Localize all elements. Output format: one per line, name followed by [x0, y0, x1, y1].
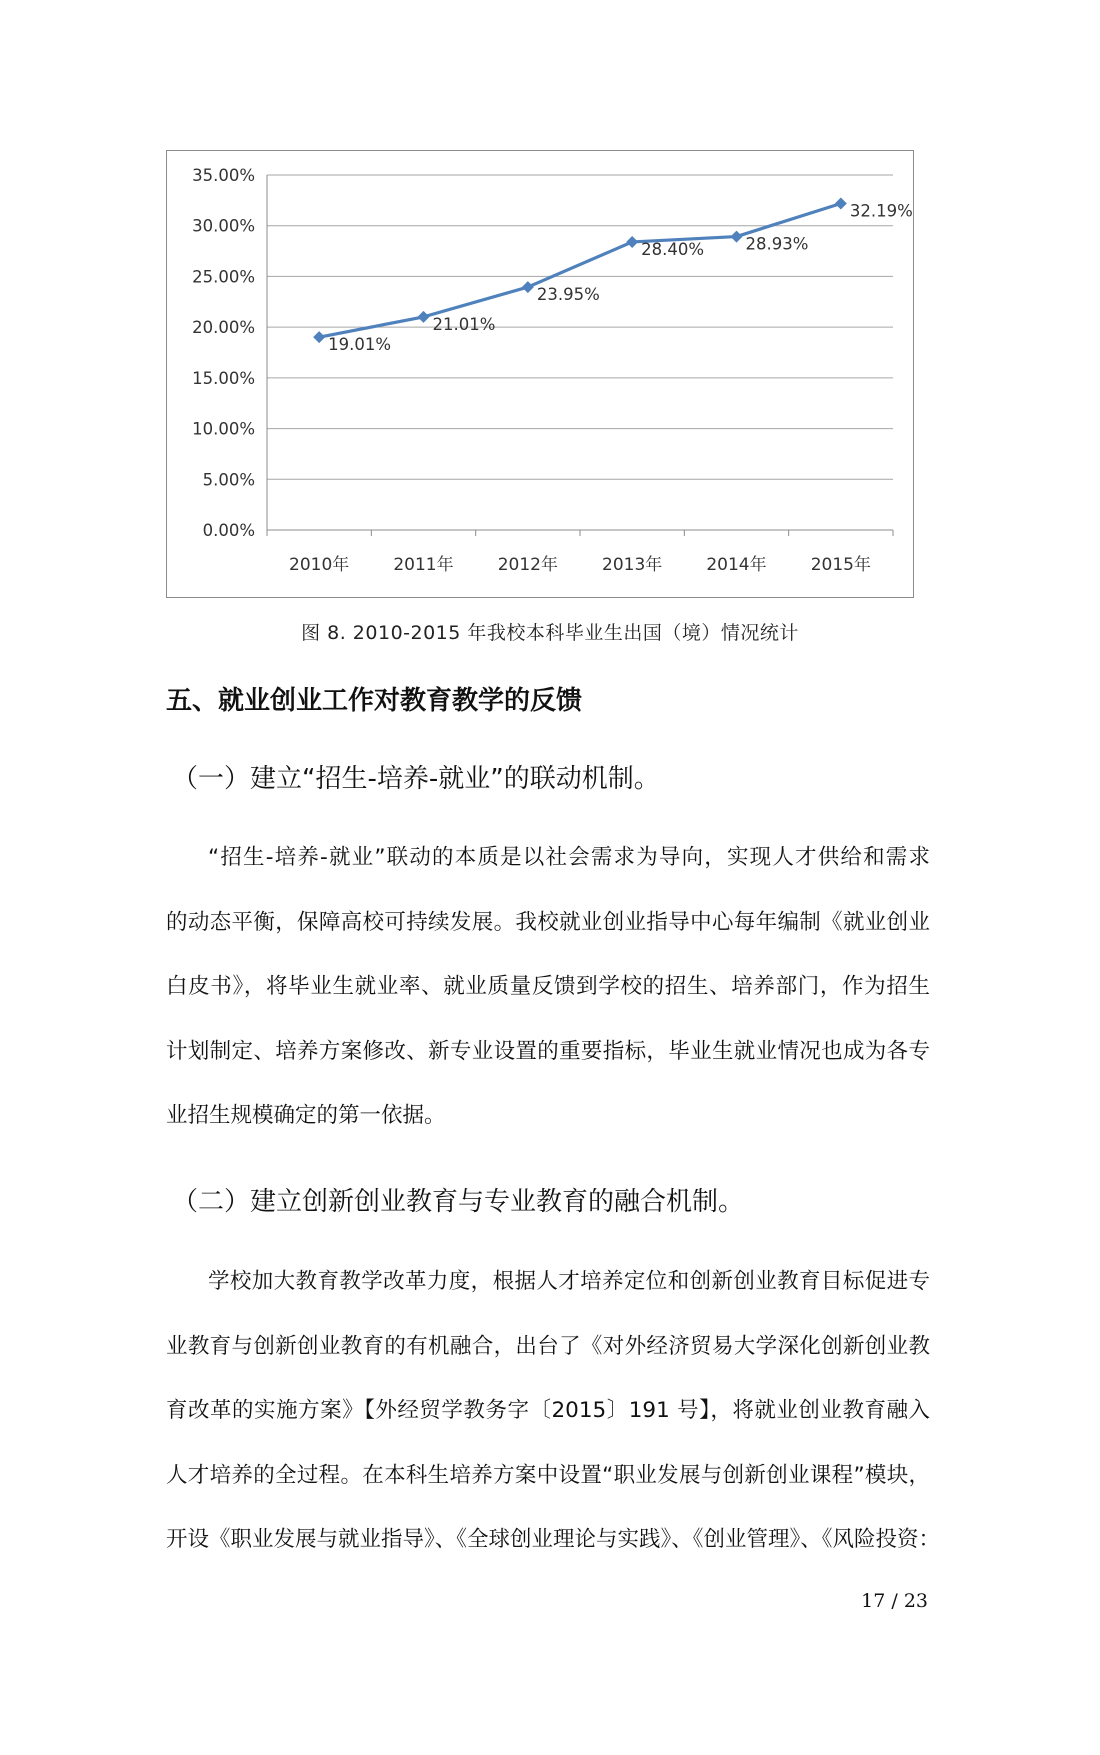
data-label: 19.01% — [328, 335, 392, 355]
paragraph-line: 业教育与创新创业教育的有机融合，出台了《对外经济贸易大学深化创新创业教 — [166, 1333, 930, 1359]
data-point-marker — [731, 231, 743, 243]
y-tick-label: 25.00% — [192, 267, 255, 287]
data-label: 32.19% — [849, 201, 913, 221]
subsection-title-1: （一）建立“招生-培养-就业”的联动机制。 — [172, 764, 660, 794]
paragraph-line: 计划制定、培养方案修改、新专业设置的重要指标，毕业生就业情况也成为各专 — [166, 1038, 930, 1064]
data-point-marker — [418, 311, 430, 323]
y-tick-label: 20.00% — [192, 318, 255, 338]
x-tick-label: 2010年 — [289, 555, 350, 575]
y-tick-label: 15.00% — [192, 368, 255, 388]
x-tick-label: 2012年 — [497, 555, 558, 575]
y-tick-label: 30.00% — [192, 216, 255, 236]
page-number: 17 / 23 — [861, 1590, 928, 1612]
figure-caption: 图 8. 2010-2015 年我校本科毕业生出国（境）情况统计 — [301, 622, 799, 644]
y-tick-label: 35.00% — [192, 166, 255, 185]
data-label: 28.93% — [745, 234, 809, 254]
data-point-marker — [626, 236, 638, 248]
data-point-marker — [835, 198, 847, 210]
y-tick-label: 0.00% — [202, 521, 255, 540]
x-tick-label: 2013年 — [602, 555, 663, 575]
data-point-marker — [522, 281, 534, 293]
data-point-marker — [313, 331, 325, 343]
data-label: 28.40% — [641, 239, 705, 259]
subsection-title-2: （二）建立创新创业教育与专业教育的融合机制。 — [172, 1187, 745, 1217]
series-line — [319, 204, 841, 338]
data-label: 23.95% — [536, 285, 600, 305]
chart-svg — [167, 151, 915, 599]
paragraph-line: 业招生规模确定的第一依据。 — [166, 1103, 446, 1128]
paragraph-line: 育改革的实施方案》【外经贸学教务字〔2015〕191 号】，将就业创业教育融入 — [166, 1398, 930, 1423]
y-tick-label: 5.00% — [202, 470, 255, 490]
x-tick-label: 2011年 — [393, 555, 454, 575]
y-tick-label: 10.00% — [192, 419, 255, 439]
paragraph-line: 人才培养的全过程。在本科生培养方案中设置“职业发展与创新创业课程”模块， — [166, 1462, 930, 1488]
data-label: 21.01% — [432, 314, 496, 334]
paragraph-line: 学校加大教育教学改革力度，根据人才培养定位和创新创业教育目标促进专 — [208, 1269, 930, 1294]
line-chart — [166, 150, 914, 598]
section-title: 五、就业创业工作对教育教学的反馈 — [166, 686, 583, 716]
paragraph-line: 的动态平衡，保障高校可持续发展。我校就业创业指导中心每年编制《就业创业 — [166, 909, 930, 935]
paragraph-line: “招生-培养-就业”联动的本质是以社会需求为导向，实现人才供给和需求 — [208, 845, 930, 870]
paragraph-line: 白皮书》，将毕业生就业率、就业质量反馈到学校的招生、培养部门，作为招生 — [166, 974, 930, 999]
paragraph-2 — [166, 1250, 941, 1573]
x-tick-label: 2014年 — [706, 555, 767, 575]
paragraph-line: 开设《职业发展与就业指导》、《全球创业理论与实践》、《创业管理》、《风险投资： — [166, 1527, 941, 1552]
paragraph-1 — [166, 826, 930, 1149]
x-tick-label: 2015年 — [810, 555, 871, 575]
